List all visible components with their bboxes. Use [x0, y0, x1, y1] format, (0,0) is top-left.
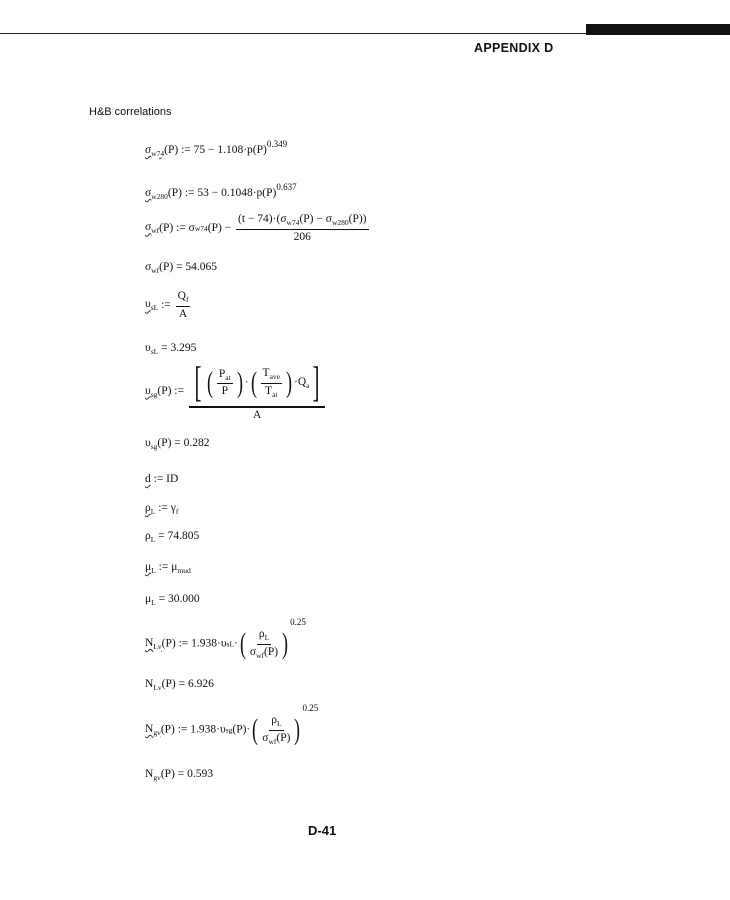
- result-rho-l: $\rho_L = 74.805$: [145, 530, 200, 544]
- fraction-interpolation: $\frac{(t - 74)\cdot(\sigma_{w74}(P) - \sigma_{w280}(P))}{206}$: [238, 213, 367, 243]
- equation-d: d := ID: [145, 473, 179, 485]
- equation-sigma-w280: $\sigma_{w280}(P)$ := $53 - 0.1048\cdot p(P)^{0.637}$: [145, 182, 297, 201]
- result-sigma-wf: $\sigma_{wf}(P) = 54.065$: [145, 261, 218, 275]
- fraction-qf-over-a: $\frac{Q_f}{A}$: [177, 290, 189, 320]
- header-bar: [586, 24, 730, 35]
- header-rule: [0, 33, 586, 34]
- section-title: H&B correlations: [89, 106, 172, 118]
- fraction-gas-velocity: [ ( $\frac{P_{at}}{P}$ ) ·( $\frac{T_{ave}}{T_{at}}$ ) $\cdot Q_a$] A: [189, 362, 326, 422]
- equation-v-sl: $\upsilon_{sL}$ := $\frac{Q_f}{A}$: [145, 290, 189, 320]
- result-v-sg: $\upsilon_{sg}(P) = 0.282$: [145, 437, 210, 451]
- equation-sigma-w74: $\sigma_{w74}(P)$ := $75 - 1.108\cdot p(P)^{0.349}$: [145, 139, 288, 158]
- equation-mu-l: $\mu_L$ := $\mu_{mud}$: [145, 561, 191, 575]
- appendix-heading: APPENDIX D: [474, 41, 554, 55]
- result-v-sl: $\upsilon_{sL} = 3.295$: [145, 342, 197, 356]
- equation-sigma-wf: $\sigma_{wf}(P)$ := σw74(P) − $\frac{(t - 74)\cdot(\sigma_{w74}(P) - \sigma_{w280}(P))}{206}$: [145, 213, 367, 243]
- result-mu-l: $\mu_L = 30.000$: [145, 593, 200, 607]
- page-number: D-41: [308, 823, 337, 838]
- result-n-gv: $N_{gv}(P) = 0.593$: [145, 768, 213, 782]
- equation-n-gv: $N_{gv}(P)$ := 1.938·υsg(P)·( $\frac{\rho_L}{\sigma_{wf}(P)}$ )$^{0.25}$: [145, 703, 319, 747]
- result-n-lv: $N_{Lv}(P) = 6.926$: [145, 678, 214, 692]
- fraction-rho-over-sigma-gas: $\frac{\rho_L}{\sigma_{wf}(P)}$: [262, 714, 291, 746]
- equation-n-lv: $N_{Lv}(P)$ := 1.938·υsL·( $\frac{\rho_L}{\sigma_{wf}(P)}$ )$^{0.25}$: [145, 617, 306, 661]
- fraction-rho-over-sigma: $\frac{\rho_L}{\sigma_{wf}(P)}$: [249, 628, 279, 660]
- equation-v-sg: $\upsilon_{sg}(P)$ := [ ( $\frac{P_{at}}{P}$ ) ·( $\frac{T_{ave}}{T_{at}}$ ) $\cdot Q_a$] A: [145, 362, 327, 422]
- equation-rho-l: $\rho_L$ := $\gamma_f$: [145, 502, 179, 516]
